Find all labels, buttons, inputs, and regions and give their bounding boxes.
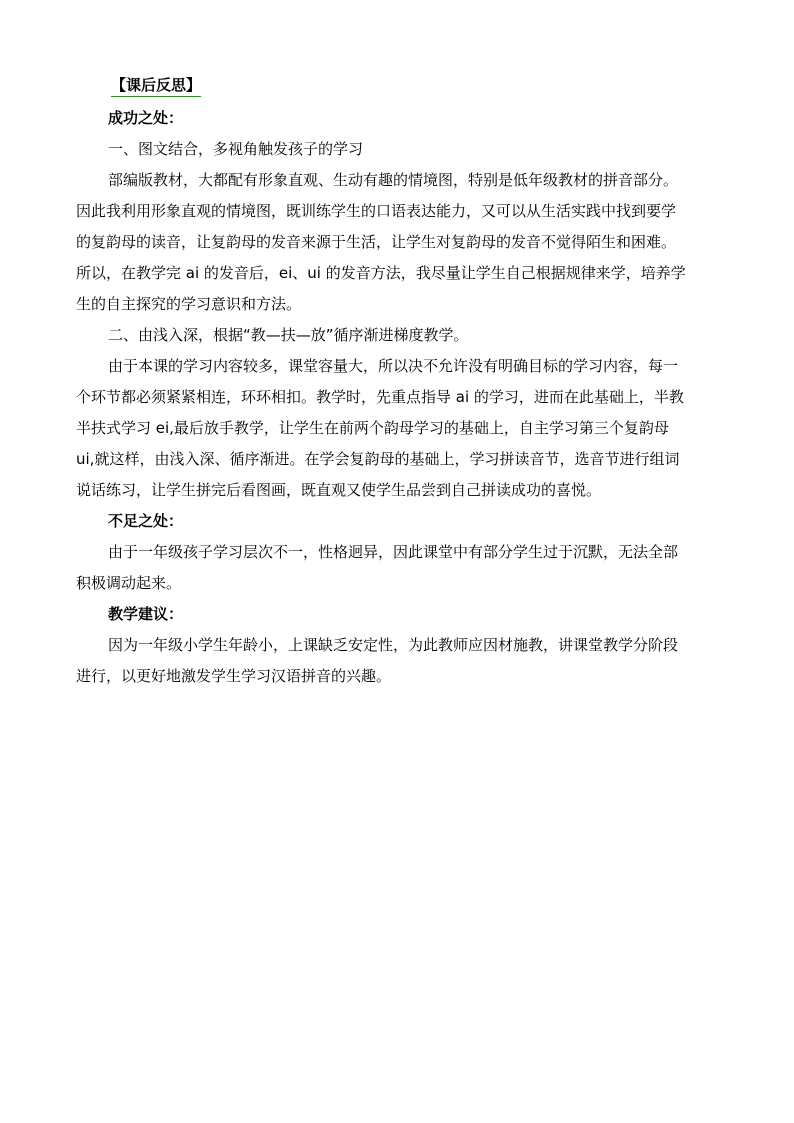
section-heading: 【课后反思】 <box>111 74 201 97</box>
suggestion-paragraph <box>76 630 718 692</box>
point2-title: 二、由浅入深，根据“教—扶—放”循序渐进梯度教学。 <box>108 326 469 344</box>
point1-title: 一、图文结合，多视角触发孩子的学习 <box>108 140 364 158</box>
text-line: 进行，以更好地激发学生学习汉语拼音的兴趣。 <box>76 667 392 685</box>
text-line: 由于一年级孩子学习层次不一，性格迥异，因此课堂中有部分学生过于沉默，无法全部 <box>108 543 679 561</box>
text-line: ui,就这样，由浅入深、循序渐进。在学会复韵母的基础上，学习拼读音节，选音节进行组词 <box>76 450 680 468</box>
text-line: 所以，在教学完 ai 的发音后，ei、ui 的发音方法，我尽量让学生自己根据规律来学，培养学 <box>76 264 686 282</box>
text-line: 积极调动起来。 <box>76 574 182 592</box>
point2-paragraph <box>76 351 718 506</box>
shortcoming-paragraph <box>76 537 718 599</box>
text-line: 部编版教材，大都配有形象直观、生动有趣的情境图，特别是低年级教材的拼音部分。 <box>108 171 679 189</box>
text-line: 由于本课的学习内容较多，课堂容量大，所以决不允许没有明确目标的学习内容，每一 <box>108 357 679 375</box>
success-title: 成功之处： <box>108 109 184 127</box>
point1-paragraph <box>76 165 718 320</box>
text-line: 因为一年级小学生年龄小，上课缺乏安定性，为此教师应因材施教，讲课堂教学分阶段 <box>108 636 679 654</box>
text-line: 半扶式学习 ei,最后放手教学，让学生在前两个韵母学习的基础上，自主学习第三个复韵母 <box>76 419 669 437</box>
text-line: 因此我利用形象直观的情境图，既训练学生的口语表达能力，又可以从生活实践中找到要学 <box>76 202 677 220</box>
suggestion-title: 教学建议： <box>108 605 184 623</box>
text-line: 说话练习，让学生拼完后看图画，既直观又使学生品尝到自己拼读成功的喜悦。 <box>76 481 602 499</box>
shortcoming-title: 不足之处： <box>108 512 184 530</box>
document-body <box>76 70 718 692</box>
text-line: 生的自主探究的学习意识和方法。 <box>76 295 302 313</box>
text-line: 的复韵母的读音，让复韵母的发音来源于生活，让学生对复韵母的发音不觉得陌生和困难。 <box>76 233 677 251</box>
text-line: 个环节都必须紧紧相连，环环相扣。教学时，先重点指导 ai 的学习，进而在此基础上，半教 <box>76 388 684 406</box>
